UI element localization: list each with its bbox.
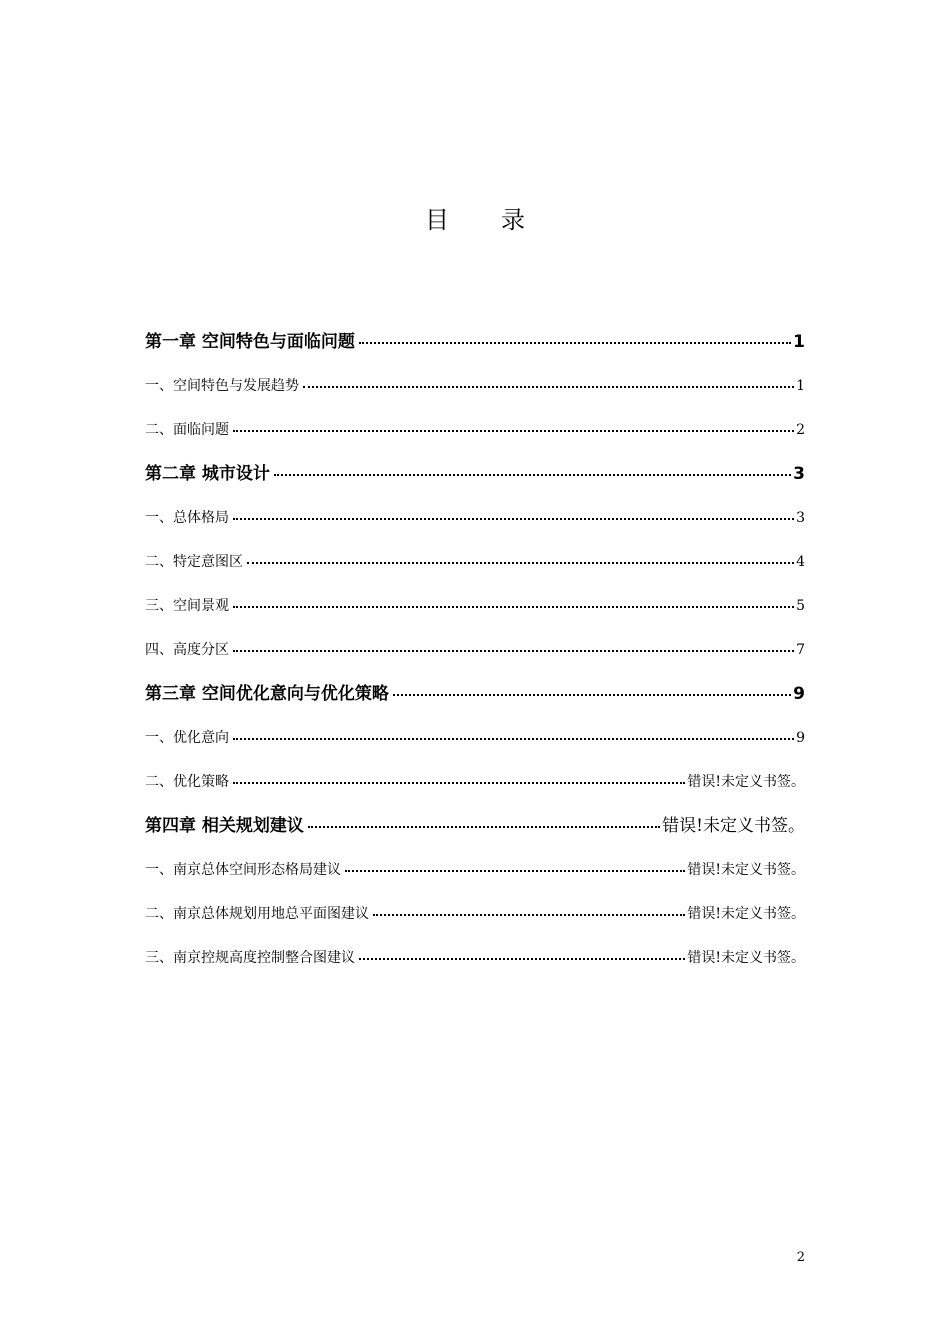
dot-leader xyxy=(345,856,685,872)
toc-entry-chapter-1[interactable] xyxy=(145,327,805,371)
toc-entry-label: 三、南京控规高度控制整合图建议 xyxy=(145,950,355,966)
toc-entry-chapter-2[interactable] xyxy=(145,459,805,503)
toc-entry-section[interactable] xyxy=(145,767,805,811)
toc-entry-label: 第二章 城市设计 xyxy=(145,464,270,484)
dot-leader xyxy=(359,944,685,960)
dot-leader xyxy=(359,325,791,344)
toc-entry-section[interactable] xyxy=(145,899,805,943)
toc-entry-section[interactable] xyxy=(145,503,805,547)
toc-title-left: 目 xyxy=(425,206,449,234)
dot-leader xyxy=(303,372,794,388)
toc-entry-label: 一、空间特色与发展趋势 xyxy=(145,378,299,394)
toc-entry-section[interactable] xyxy=(145,415,805,459)
toc-entry-section[interactable] xyxy=(145,635,805,679)
toc-entry-page-error: 错误!未定义书签。 xyxy=(687,950,805,966)
dot-leader xyxy=(373,900,685,916)
toc-entry-page: 5 xyxy=(796,598,805,614)
toc-entry-section[interactable] xyxy=(145,943,805,987)
dot-leader xyxy=(233,768,685,784)
toc-entry-label: 三、空间景观 xyxy=(145,598,229,614)
toc-entry-page: 1 xyxy=(796,378,805,394)
dot-leader xyxy=(274,457,791,476)
dot-leader xyxy=(233,636,794,652)
toc-entry-label: 一、优化意向 xyxy=(145,730,229,746)
toc-entry-section[interactable] xyxy=(145,855,805,899)
toc-entry-label: 第一章 空间特色与面临问题 xyxy=(145,332,355,352)
dot-leader xyxy=(233,724,794,740)
toc-entry-label: 四、高度分区 xyxy=(145,642,229,658)
toc-entry-page: 9 xyxy=(793,684,805,704)
toc-entry-label: 第三章 空间优化意向与优化策略 xyxy=(145,684,389,704)
toc-entry-page: 1 xyxy=(793,332,805,352)
toc-entry-section[interactable] xyxy=(145,547,805,591)
dot-leader xyxy=(233,592,794,608)
toc-entry-section[interactable] xyxy=(145,371,805,415)
toc-entry-page: 4 xyxy=(796,554,805,570)
toc-entry-label: 一、总体格局 xyxy=(145,510,229,526)
toc-entry-label: 一、南京总体空间形态格局建议 xyxy=(145,862,341,878)
toc-entry-page: 3 xyxy=(793,464,805,484)
toc-entry-label: 二、面临问题 xyxy=(145,422,229,438)
toc-entry-label: 第四章 相关规划建议 xyxy=(145,816,304,836)
page-number: 2 xyxy=(796,1250,805,1265)
toc-entry-page-error: 错误!未定义书签。 xyxy=(662,816,805,836)
toc-entry-page: 3 xyxy=(796,510,805,526)
toc-title-right: 录 xyxy=(501,206,525,234)
dot-leader xyxy=(233,504,794,520)
toc-entry-section[interactable] xyxy=(145,723,805,767)
toc-entry-chapter-4[interactable] xyxy=(145,811,805,855)
toc-entry-page-error: 错误!未定义书签。 xyxy=(687,862,805,878)
toc-entry-chapter-3[interactable] xyxy=(145,679,805,723)
toc-entry-page-error: 错误!未定义书签。 xyxy=(687,774,805,790)
toc-entry-page-error: 错误!未定义书签。 xyxy=(687,906,805,922)
toc-entry-label: 二、特定意图区 xyxy=(145,554,243,570)
dot-leader xyxy=(247,548,794,564)
toc-entry-page: 9 xyxy=(796,730,805,746)
toc-entry-label: 二、优化策略 xyxy=(145,774,229,790)
dot-leader xyxy=(393,677,791,696)
toc-entry-page: 7 xyxy=(796,642,805,658)
dot-leader xyxy=(233,416,794,432)
dot-leader xyxy=(308,809,660,828)
toc-list xyxy=(145,327,805,987)
toc-title xyxy=(0,200,950,235)
toc-entry-section[interactable] xyxy=(145,591,805,635)
toc-entry-page: 2 xyxy=(796,422,805,438)
toc-entry-label: 二、南京总体规划用地总平面图建议 xyxy=(145,906,369,922)
